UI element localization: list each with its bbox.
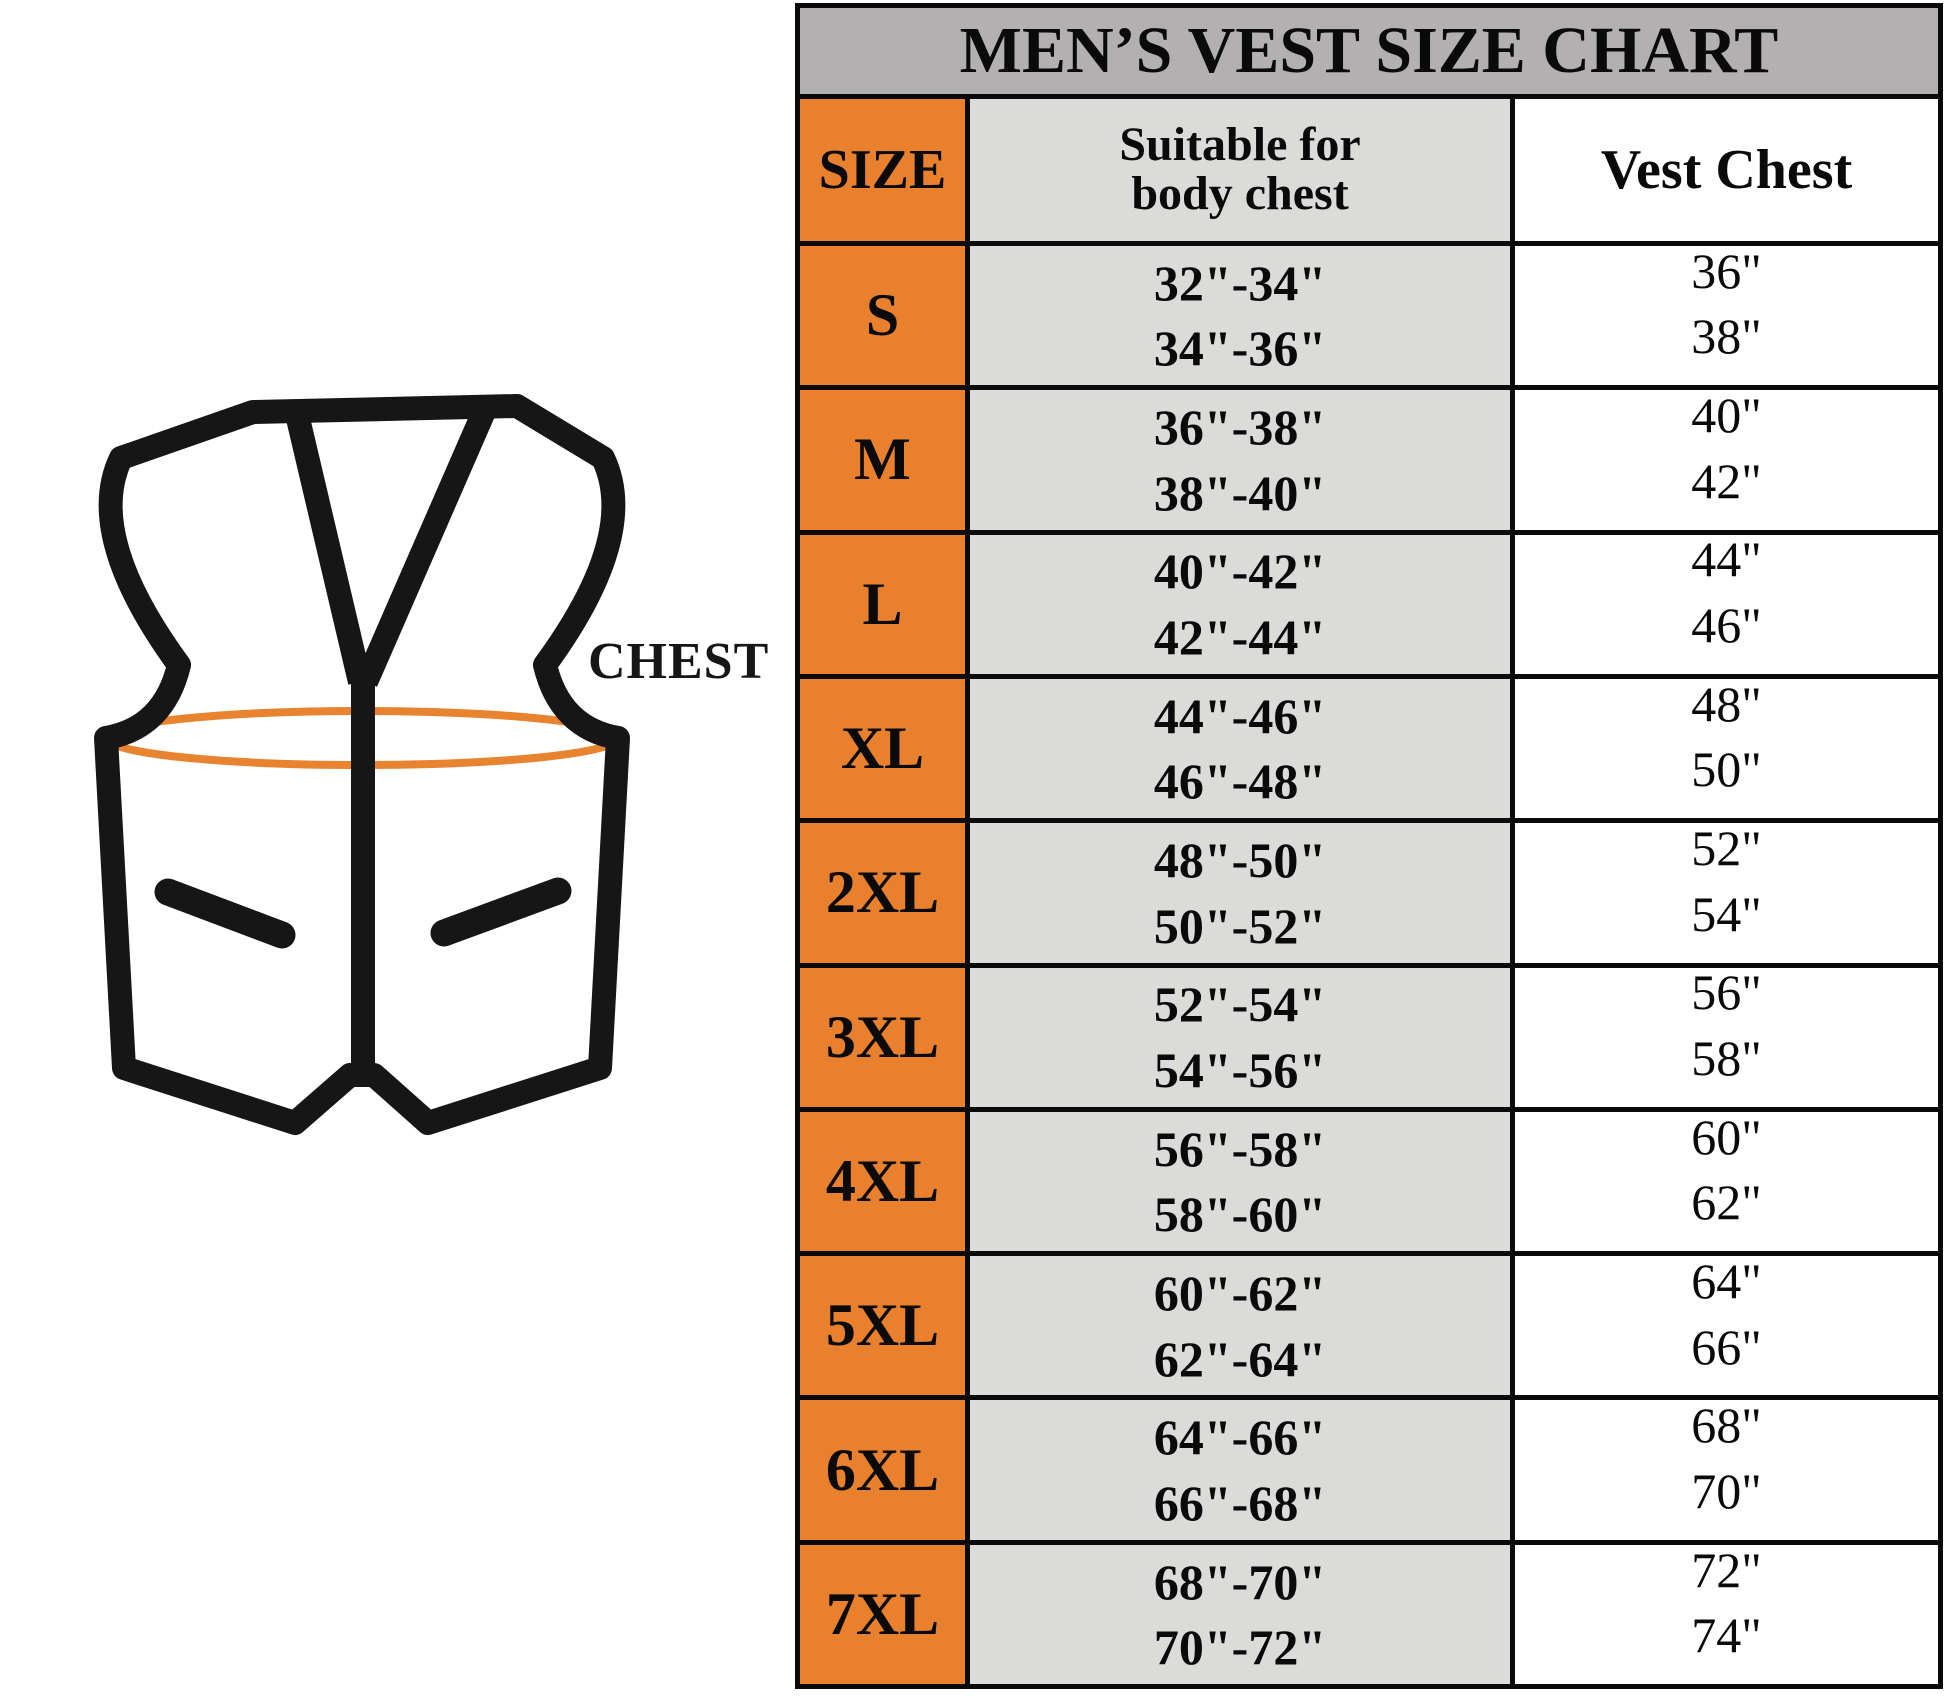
vest-pocket-left [168, 892, 282, 935]
row-body-chest-values [970, 823, 1510, 962]
vest-chest-value: 38" [1691, 308, 1762, 365]
body-chest-value: 32"-34" [1153, 254, 1327, 311]
header-vest-chest: Vest Chest [1515, 99, 1938, 241]
size-chart-table [795, 3, 1943, 1689]
row-size-label: XL [800, 679, 965, 818]
row-vest-chest-values [1515, 820, 1938, 962]
header-body-chest-text: Suitable for body chest [1119, 118, 1361, 220]
header-size: SIZE [800, 99, 965, 241]
row-size-label: 6XL [800, 1400, 965, 1539]
vest-chest-value: 72" [1691, 1541, 1762, 1598]
header-body-chest [970, 99, 1510, 241]
chest-label: CHEST [588, 633, 770, 690]
vest-chest-value: 54" [1691, 885, 1762, 942]
body-chest-value: 46"-48" [1153, 753, 1327, 810]
body-chest-value: 60"-62" [1153, 1264, 1327, 1321]
vest-chest-value: 44" [1691, 531, 1762, 588]
body-chest-value: 56"-58" [1153, 1120, 1327, 1177]
vest-pocket-right [444, 891, 558, 933]
vest-chest-value: 48" [1691, 675, 1762, 732]
vest-chest-value: 40" [1691, 387, 1762, 444]
body-chest-value: 64"-66" [1153, 1409, 1327, 1466]
row-size-label: L [800, 535, 965, 674]
body-chest-value: 44"-46" [1153, 687, 1327, 744]
row-size-label: 5XL [800, 1256, 965, 1395]
row-body-chest-values [970, 1112, 1510, 1251]
vest-chest-value: 58" [1691, 1029, 1762, 1086]
row-vest-chest-values [1515, 387, 1938, 529]
vest-chest-value: 46" [1691, 597, 1762, 654]
body-chest-value: 58"-60" [1153, 1186, 1327, 1243]
row-body-chest-values [970, 390, 1510, 529]
vest-chest-value: 70" [1691, 1462, 1762, 1519]
body-chest-value: 52"-54" [1153, 976, 1327, 1033]
body-chest-value: 42"-44" [1153, 609, 1327, 666]
vest-chest-value: 74" [1691, 1607, 1762, 1664]
vest-chest-value: 52" [1691, 820, 1762, 877]
row-body-chest-values [970, 246, 1510, 385]
vest-chest-value: 68" [1691, 1397, 1762, 1454]
row-vest-chest-values [1515, 1252, 1938, 1395]
vest-chest-value: 62" [1691, 1174, 1762, 1231]
row-vest-chest-values [1515, 242, 1938, 385]
row-size-label: S [800, 246, 965, 385]
vest-lapel-lines [296, 407, 486, 1080]
vest-chest-value: 64" [1691, 1252, 1762, 1309]
row-body-chest-values [970, 535, 1510, 674]
body-chest-value: 48"-50" [1153, 832, 1327, 889]
chart-title: MEN’S VEST SIZE CHART [800, 8, 1938, 94]
body-chest-value: 66"-68" [1153, 1474, 1327, 1531]
row-size-label: M [800, 390, 965, 529]
row-vest-chest-values [1515, 1541, 1938, 1684]
body-chest-value: 36"-38" [1153, 399, 1327, 456]
row-vest-chest-values [1515, 964, 1938, 1107]
body-chest-value: 34"-36" [1153, 320, 1327, 377]
row-size-label: 4XL [800, 1112, 965, 1251]
body-chest-value: 38"-40" [1153, 464, 1327, 521]
row-body-chest-values [970, 968, 1510, 1107]
row-size-label: 3XL [800, 968, 965, 1107]
vest-chest-value: 50" [1691, 741, 1762, 798]
body-chest-value: 54"-56" [1153, 1041, 1327, 1098]
row-body-chest-values [970, 1400, 1510, 1539]
body-chest-value: 68"-70" [1153, 1553, 1327, 1610]
row-size-label: 2XL [800, 823, 965, 962]
row-vest-chest-values [1515, 1108, 1938, 1251]
body-chest-value: 50"-52" [1153, 897, 1327, 954]
row-size-label: 7XL [800, 1545, 965, 1684]
vest-chest-value: 60" [1691, 1108, 1762, 1165]
row-vest-chest-values [1515, 531, 1938, 674]
body-chest-value: 40"-42" [1153, 543, 1327, 600]
row-body-chest-values [970, 679, 1510, 818]
vest-diagram [0, 280, 790, 1180]
vest-chest-value: 36" [1691, 242, 1762, 299]
body-chest-value: 70"-72" [1153, 1619, 1327, 1676]
vest-chest-value: 56" [1691, 964, 1762, 1021]
row-body-chest-values [970, 1545, 1510, 1684]
row-body-chest-values [970, 1256, 1510, 1395]
vest-chest-value: 42" [1691, 452, 1762, 509]
row-vest-chest-values [1515, 675, 1938, 818]
vest-chest-value: 66" [1691, 1318, 1762, 1375]
row-vest-chest-values [1515, 1397, 1938, 1539]
body-chest-value: 62"-64" [1153, 1330, 1327, 1387]
